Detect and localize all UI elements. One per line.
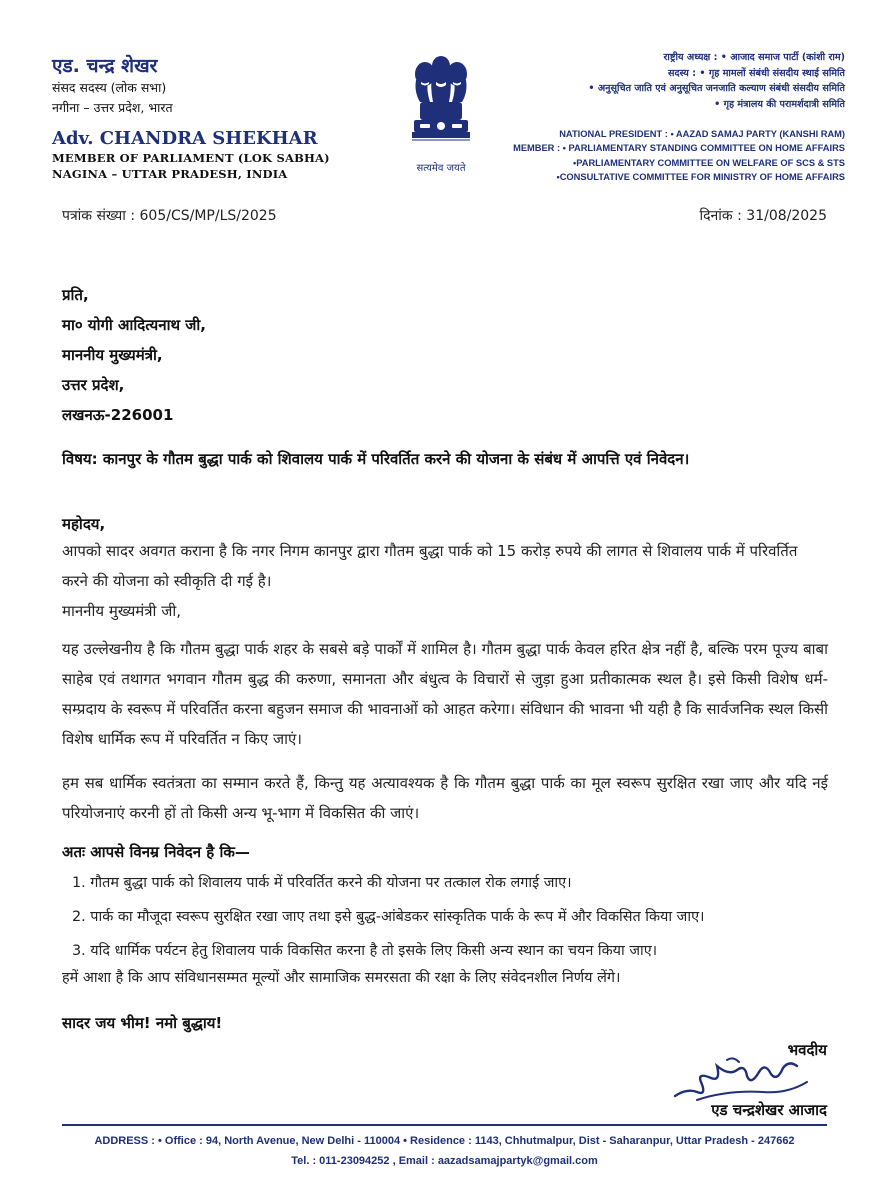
body-paragraph: हम सब धार्मिक स्वतंत्रता का सम्मान करते हैं, किन्तु यह अत्यावश्यक है कि गौतम बुद्धा पार्क का मूल स्वरूप सुरक्षित रखा जाए और यदि नई परियोजनाएं करनी हों तो किसी अन्य भू-भाग में विकसित की जाएं। [62, 774, 828, 822]
sender-title-english: MEMBER OF PARLIAMENT (LOK SABHA) [52, 151, 330, 165]
lion-capital-emblem-icon [406, 52, 476, 160]
sender-name-english: Adv. CHANDRA SHEKHAR [52, 128, 318, 149]
recipient-line: माननीय मुख्यमंत्री, [62, 346, 163, 364]
handwritten-signature-icon [667, 1052, 817, 1107]
footer-address: ADDRESS : • Office : 94, North Avenue, New Delhi - 110004 • Residence : 1143, Chhutmalpur, Dist - Saharanpur, Uttar Pradesh - 247662 [94, 1135, 795, 1147]
body-address-line: माननीय मुख्यमंत्री जी, [62, 602, 181, 620]
sign-off: भवदीय [787, 1041, 827, 1059]
letterhead-right [505, 50, 845, 184]
sender-title-hindi: संसद सदस्य (लोक सभा) [52, 80, 167, 95]
role-english-line: •CONSULTATIVE COMMITTEE FOR MINISTRY OF HOME AFFAIRS [556, 171, 845, 182]
signature-block [607, 1040, 827, 1130]
salutation: महोदय, [62, 515, 106, 533]
request-heading: अतः आपसे विनम्र निवेदन है कि— [62, 843, 250, 861]
national-emblem [400, 52, 482, 176]
emblem-motto: सत्यमेव जयते [416, 163, 466, 174]
recipient-line: लखनऊ-226001 [62, 406, 174, 424]
role-hindi-line: • अनुसूचित जाति एवं अनुसूचित जनजाति कल्याण संबंधी संसदीय समिति [588, 83, 845, 94]
closing-paragraph: हमें आशा है कि आप संविधानसम्मत मूल्यों और सामाजिक समरसता की रक्षा के लिए संवेदनशील निर्णय लेंगे। [62, 970, 621, 986]
recipient-line: मा० योगी आदित्यनाथ जी, [62, 316, 206, 334]
list-item: 2. पार्क का मौजूदा स्वरूप सुरक्षित रखा जाए तथा इसे बुद्ध-आंबेडकर सांस्कृतिक पार्क के रूप में और विकसित किया जाए। [72, 909, 705, 925]
recipient-line: उत्तर प्रदेश, [62, 376, 125, 394]
footer-divider [62, 1124, 827, 1126]
list-item: 1. गौतम बुद्धा पार्क को शिवालय पार्क में परिवर्तित करने की योजना पर तत्काल रोक लगाई जाए। [72, 875, 572, 891]
letter-subject: विषय: कानपुर के गौतम बुद्धा पार्क को शिवालय पार्क में परिवर्तित करने की योजना के संबंध में आपत्ति एवं निवेदन। [62, 450, 690, 468]
letter-date: दिनांक : 31/08/2025 [699, 208, 827, 224]
role-hindi-line: राष्ट्रीय अध्यक्ष : • आजाद समाज पार्टी (कांशी राम) [663, 52, 845, 63]
role-hindi-line: सदस्य : • गृह मामलों संबंधी संसदीय स्थाई समिति [668, 67, 845, 79]
sender-constituency-english: NAGINA – UTTAR PRADESH, INDIA [52, 167, 288, 181]
letterhead-footer [0, 1131, 889, 1171]
body-paragraph: यह उल्लेखनीय है कि गौतम बुद्धा पार्क शहर के सबसे बड़े पार्कों में शामिल है। गौतम बुद्धा पार्क केवल हरित क्षेत्र नहीं है, बल्कि परम पूज्य बाबा साहेब एवं तथागत भगवान गौतम बुद्ध की करुणा, समानता और बंधुत्व के विचारों से जुड़ा हुआ प्रतीकात्मक स्थल है। इसे किसी विशेष धर्म-सम्प्रदाय के स्वरूप में परिवर्तित करना बहुजन समाज की भावनाओं को आहत करेगा। संविधान की भावना भी यही है कि सार्वजनिक स्थल किसी विशेष धार्मिक रूप में परिवर्तित न किए जाएं। [62, 640, 828, 748]
greeting-line: सादर जय भीम! नमो बुद्धाय! [62, 1014, 223, 1032]
footer-contact: Tel. : 011-23094252 , Email : aazadsamajpartyk@gmail.com [291, 1155, 598, 1167]
letterhead-left [52, 54, 382, 182]
recipient-line: प्रति, [62, 286, 89, 304]
role-english-line: NATIONAL PRESIDENT : • AAZAD SAMAJ PARTY (KANSHI RAM) [559, 129, 845, 139]
list-item: 3. यदि धार्मिक पर्यटन हेतु शिवालय पार्क विकसित करना है तो इसके लिए किसी अन्य स्थान का चयन किया जाए। [72, 943, 658, 959]
recipient-address [62, 280, 206, 430]
signatory-name: एड चन्द्रशेखर आजाद [711, 1101, 827, 1119]
request-list [72, 866, 704, 968]
role-english-line: MEMBER : • PARLIAMENTARY STANDING COMMITTEE ON HOME AFFAIRS [513, 143, 845, 154]
sender-constituency-hindi: नगीना – उत्तर प्रदेश, भारत [52, 100, 173, 115]
letter-reference-number: पत्रांक संख्या : 605/CS/MP/LS/2025 [62, 208, 277, 224]
role-hindi-line: • गृह मंत्रालय की परामर्शदात्री समिति [714, 98, 845, 110]
role-english-line: •PARLIAMENTARY COMMITTEE ON WELFARE OF SCS & STS [572, 157, 845, 168]
sender-name-hindi: एड. चन्द्र शेखर [52, 55, 158, 77]
body-paragraph: आपको सादर अवगत कराना है कि नगर निगम कानपुर द्वारा गौतम बुद्धा पार्क को 15 करोड़ रुपये की लागत से शिवालय पार्क में परिवर्तित करने की योजना को स्वीकृति दी गई है। [62, 542, 798, 590]
